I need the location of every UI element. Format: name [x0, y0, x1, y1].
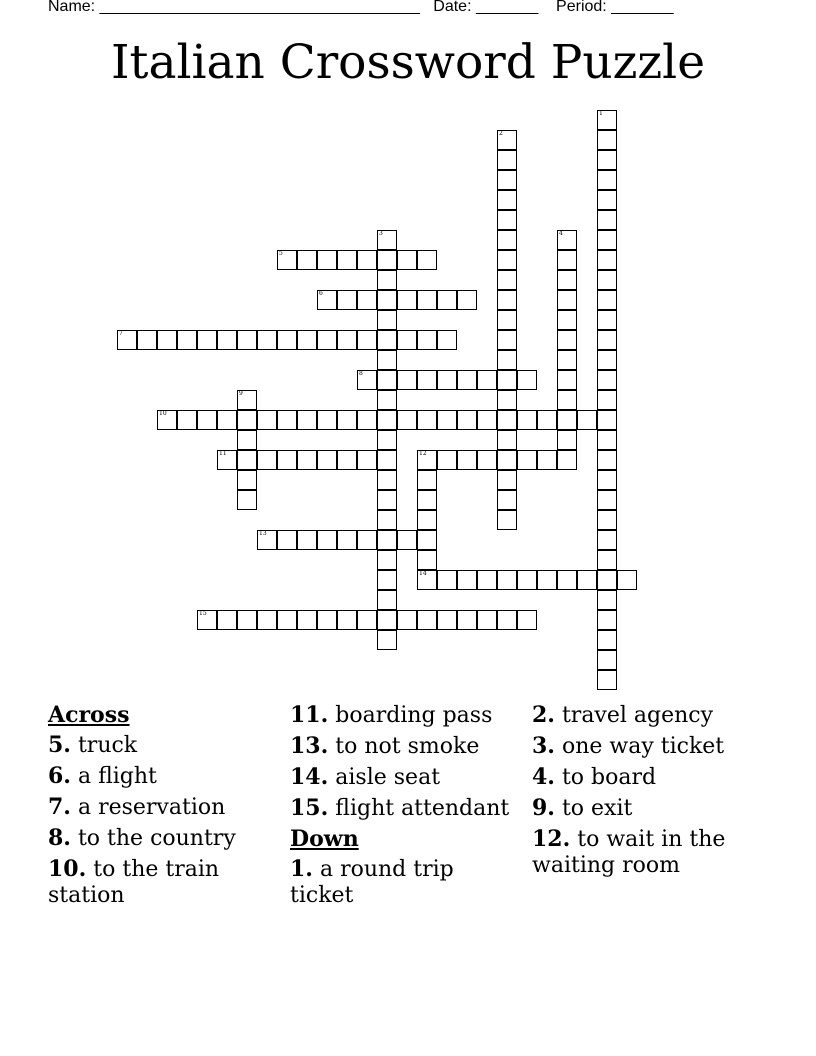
- clue-item: [532, 733, 764, 760]
- crossword-cell[interactable]: [277, 450, 297, 470]
- crossword-cell[interactable]: [297, 530, 317, 550]
- crossword-cell[interactable]: [497, 390, 517, 410]
- crossword-cell[interactable]: [557, 410, 577, 430]
- crossword-cell[interactable]: [277, 250, 297, 270]
- crossword-cell[interactable]: [557, 310, 577, 330]
- clue-number: 2: [499, 130, 503, 137]
- crossword-cell[interactable]: [457, 450, 477, 470]
- across-clue-list: [48, 732, 280, 909]
- crossword-cell[interactable]: [437, 570, 457, 590]
- crossword-cell[interactable]: [317, 290, 337, 310]
- down-clue-list: [290, 856, 522, 909]
- crossword-cell[interactable]: [577, 410, 597, 430]
- crossword-cell[interactable]: [277, 330, 297, 350]
- crossword-cell[interactable]: [497, 190, 517, 210]
- crossword-cell[interactable]: [477, 410, 497, 430]
- crossword-cell[interactable]: [477, 450, 497, 470]
- crossword-cell[interactable]: [157, 410, 177, 430]
- across-clue-list-continued: [290, 702, 522, 822]
- clue-item: [290, 733, 522, 760]
- crossword-cell[interactable]: [237, 610, 257, 630]
- clue-number: 15: [199, 610, 207, 617]
- crossword-cell[interactable]: [337, 530, 357, 550]
- crossword-cell[interactable]: [597, 530, 617, 550]
- crossword-cell[interactable]: [597, 130, 617, 150]
- clue-number: 12: [419, 450, 427, 457]
- crossword-cell[interactable]: [257, 610, 277, 630]
- crossword-cell[interactable]: [297, 410, 317, 430]
- crossword-cell[interactable]: [597, 430, 617, 450]
- clue-item: [48, 732, 280, 759]
- clue-item-number: 12.: [532, 826, 571, 852]
- clue-item: [48, 856, 280, 909]
- crossword-cell[interactable]: [497, 210, 517, 230]
- crossword-cell[interactable]: [237, 410, 257, 430]
- crossword-cell[interactable]: [497, 330, 517, 350]
- crossword-cell[interactable]: [357, 250, 377, 270]
- crossword-cell[interactable]: [497, 230, 517, 250]
- crossword-cell[interactable]: [177, 410, 197, 430]
- crossword-cell[interactable]: [337, 410, 357, 430]
- crossword-cell[interactable]: [597, 310, 617, 330]
- clue-number: 4: [559, 230, 563, 237]
- crossword-cell[interactable]: [557, 230, 577, 250]
- crossword-cell[interactable]: [217, 610, 237, 630]
- crossword-cell[interactable]: [557, 450, 577, 470]
- crossword-cell[interactable]: [477, 570, 497, 590]
- crossword-cell[interactable]: [377, 310, 397, 330]
- crossword-cell[interactable]: [597, 570, 617, 590]
- crossword-cell[interactable]: [597, 190, 617, 210]
- crossword-cell[interactable]: [597, 270, 617, 290]
- clue-item: [48, 763, 280, 790]
- clue-item-text: a round trip ticket: [290, 857, 454, 908]
- name-blank[interactable]: ____________________________________: [99, 0, 420, 15]
- clue-item: [290, 795, 522, 822]
- crossword-cell[interactable]: [557, 270, 577, 290]
- crossword-cell[interactable]: [597, 370, 617, 390]
- crossword-cell[interactable]: [377, 370, 397, 390]
- crossword-cell[interactable]: [377, 510, 397, 530]
- crossword-cell[interactable]: [497, 170, 517, 190]
- across-heading: Across: [48, 702, 130, 728]
- crossword-cell[interactable]: [257, 450, 277, 470]
- crossword-cell[interactable]: [477, 610, 497, 630]
- crossword-cell[interactable]: [397, 610, 417, 630]
- crossword-cell[interactable]: [597, 630, 617, 650]
- clue-item-number: 6.: [48, 763, 71, 789]
- crossword-cell[interactable]: [377, 290, 397, 310]
- crossword-cell[interactable]: [497, 450, 517, 470]
- crossword-cell[interactable]: [197, 410, 217, 430]
- clue-item: [532, 795, 764, 822]
- crossword-cell[interactable]: [297, 450, 317, 470]
- crossword-cell[interactable]: [157, 330, 177, 350]
- crossword-cell[interactable]: [457, 570, 477, 590]
- crossword-cell[interactable]: [257, 330, 277, 350]
- crossword-cell[interactable]: [597, 290, 617, 310]
- crossword-cell[interactable]: [417, 530, 437, 550]
- clue-item: [532, 702, 764, 729]
- crossword-cell[interactable]: [597, 210, 617, 230]
- crossword-cell[interactable]: [237, 390, 257, 410]
- clue-item: [290, 856, 522, 909]
- crossword-cell[interactable]: [597, 330, 617, 350]
- crossword-cell[interactable]: [497, 570, 517, 590]
- crossword-cell[interactable]: [337, 250, 357, 270]
- crossword-cell[interactable]: [457, 610, 477, 630]
- crossword-cell[interactable]: [457, 370, 477, 390]
- clue-item-text: travel agency: [554, 703, 714, 728]
- crossword-cell[interactable]: [537, 450, 557, 470]
- crossword-cell[interactable]: [337, 330, 357, 350]
- clue-item-number: 15.: [290, 795, 329, 821]
- crossword-cell[interactable]: [317, 450, 337, 470]
- clue-item-number: 4.: [532, 764, 555, 790]
- crossword-cell[interactable]: [597, 250, 617, 270]
- crossword-cell[interactable]: [417, 570, 437, 590]
- crossword-cell[interactable]: [557, 290, 577, 310]
- crossword-cell[interactable]: [397, 330, 417, 350]
- clue-item-text: to the train station: [48, 857, 220, 908]
- clue-item-text: to not smoke: [328, 734, 480, 759]
- crossword-cell[interactable]: [417, 610, 437, 630]
- crossword-cell[interactable]: [257, 410, 277, 430]
- clue-item-text: flight attendant: [328, 796, 510, 821]
- crossword-cell[interactable]: [377, 630, 397, 650]
- down-heading: Down: [290, 826, 359, 852]
- clue-item-number: 2.: [532, 702, 555, 728]
- crossword-cell[interactable]: [377, 270, 397, 290]
- crossword-cell[interactable]: [337, 450, 357, 470]
- crossword-cell[interactable]: [597, 590, 617, 610]
- crossword-cell[interactable]: [437, 370, 457, 390]
- crossword-cell[interactable]: [377, 450, 397, 470]
- clue-item-number: 9.: [532, 795, 555, 821]
- crossword-cell[interactable]: [517, 570, 537, 590]
- crossword-cell[interactable]: [377, 330, 397, 350]
- crossword-cell[interactable]: [397, 410, 417, 430]
- clue-number: 11: [219, 450, 227, 457]
- clue-item-text: truck: [70, 733, 138, 758]
- crossword-cell[interactable]: [377, 350, 397, 370]
- clue-item-text: a reservation: [70, 795, 226, 820]
- clue-item-text: to wait in the waiting room: [532, 827, 726, 878]
- crossword-cell[interactable]: [237, 470, 257, 490]
- crossword-cell[interactable]: [317, 330, 337, 350]
- crossword-cell[interactable]: [497, 430, 517, 450]
- clue-item-number: 1.: [290, 856, 313, 882]
- clue-item-number: 10.: [48, 856, 87, 882]
- crossword-cell[interactable]: [497, 490, 517, 510]
- crossword-cell[interactable]: [377, 390, 397, 410]
- crossword-cell[interactable]: [437, 330, 457, 350]
- crossword-cell[interactable]: [437, 410, 457, 430]
- crossword-cell[interactable]: [317, 530, 337, 550]
- clue-number: 5: [279, 250, 283, 257]
- clue-item-number: 11.: [290, 702, 329, 728]
- crossword-cell[interactable]: [277, 530, 297, 550]
- crossword-cell[interactable]: [417, 290, 437, 310]
- crossword-cell[interactable]: [437, 450, 457, 470]
- crossword-cell[interactable]: [377, 590, 397, 610]
- date-label: Date:: [433, 0, 472, 15]
- crossword-cell[interactable]: [517, 450, 537, 470]
- crossword-cell[interactable]: [597, 110, 617, 130]
- crossword-cell[interactable]: [377, 490, 397, 510]
- crossword-cell[interactable]: [517, 610, 537, 630]
- crossword-cell[interactable]: [557, 390, 577, 410]
- clue-item-text: to the country: [70, 826, 236, 851]
- crossword-cell[interactable]: [357, 330, 377, 350]
- crossword-cell[interactable]: [357, 370, 377, 390]
- crossword-cell[interactable]: [597, 390, 617, 410]
- crossword-cell[interactable]: [417, 370, 437, 390]
- crossword-cell[interactable]: [457, 290, 477, 310]
- crossword-cell[interactable]: [317, 250, 337, 270]
- clue-item-text: a flight: [70, 764, 157, 789]
- crossword-cell[interactable]: [537, 410, 557, 430]
- down-clue-list-continued: [532, 702, 764, 879]
- crossword-cell[interactable]: [497, 410, 517, 430]
- name-label: Name:: [48, 0, 96, 15]
- crossword-cell[interactable]: [417, 470, 437, 490]
- clue-item-number: 7.: [48, 794, 71, 820]
- crossword-cell[interactable]: [517, 370, 537, 390]
- crossword-cell[interactable]: [557, 370, 577, 390]
- clue-item-text: to board: [554, 765, 657, 790]
- period-label: Period:: [556, 0, 607, 15]
- crossword-cell[interactable]: [237, 430, 257, 450]
- crossword-cell[interactable]: [297, 610, 317, 630]
- crossword-cell[interactable]: [597, 410, 617, 430]
- clue-item-text: one way ticket: [554, 734, 725, 759]
- clue-item-number: 5.: [48, 732, 71, 758]
- crossword-cell[interactable]: [597, 170, 617, 190]
- crossword-cell[interactable]: [397, 370, 417, 390]
- clue-item-number: 13.: [290, 733, 329, 759]
- clue-item: [48, 794, 280, 821]
- crossword-cell[interactable]: [557, 350, 577, 370]
- crossword-cell[interactable]: [297, 250, 317, 270]
- clue-number: 1: [599, 110, 603, 117]
- crossword-cell[interactable]: [217, 410, 237, 430]
- clue-item-text: boarding pass: [328, 703, 493, 728]
- crossword-cell[interactable]: [597, 670, 617, 690]
- crossword-cell[interactable]: [497, 470, 517, 490]
- clue-number: 6: [319, 290, 323, 297]
- page-title: Italian Crossword Puzzle: [110, 35, 706, 90]
- crossword-cell[interactable]: [437, 290, 457, 310]
- crossword-cell[interactable]: [417, 490, 437, 510]
- crossword-cell[interactable]: [337, 610, 357, 630]
- period-blank[interactable]: _______: [611, 0, 674, 15]
- crossword-cell[interactable]: [277, 410, 297, 430]
- crossword-cell[interactable]: [597, 550, 617, 570]
- crossword-cell[interactable]: [497, 270, 517, 290]
- crossword-cell[interactable]: [557, 250, 577, 270]
- crossword-cell[interactable]: [277, 610, 297, 630]
- crossword-cell[interactable]: [357, 610, 377, 630]
- clue-item: [290, 702, 522, 729]
- crossword-cell[interactable]: [377, 570, 397, 590]
- date-blank[interactable]: _______: [475, 0, 539, 15]
- crossword-cell[interactable]: [317, 410, 337, 430]
- crossword-cell[interactable]: [377, 230, 397, 250]
- crossword-cell[interactable]: [597, 450, 617, 470]
- crossword-cell[interactable]: [477, 370, 497, 390]
- clue-column-1: [48, 702, 280, 913]
- crossword-cell[interactable]: [417, 450, 437, 470]
- crossword-cell[interactable]: [377, 430, 397, 450]
- clue-item-text: aisle seat: [328, 765, 441, 790]
- crossword-cell[interactable]: [497, 250, 517, 270]
- crossword-cell[interactable]: [557, 430, 577, 450]
- crossword-cell[interactable]: [357, 410, 377, 430]
- clue-item-number: 8.: [48, 825, 71, 851]
- crossword-cell[interactable]: [537, 570, 557, 590]
- crossword-cell[interactable]: [457, 410, 477, 430]
- crossword-cell[interactable]: [177, 330, 197, 350]
- crossword-cell[interactable]: [377, 610, 397, 630]
- crossword-cell[interactable]: [377, 470, 397, 490]
- crossword-cell[interactable]: [437, 610, 457, 630]
- crossword-cell[interactable]: [497, 510, 517, 530]
- crossword-cell[interactable]: [417, 330, 437, 350]
- crossword-cell[interactable]: [557, 570, 577, 590]
- crossword-cell[interactable]: [417, 550, 437, 570]
- crossword-cell[interactable]: [397, 290, 417, 310]
- crossword-cell[interactable]: [497, 350, 517, 370]
- crossword-cell[interactable]: [497, 290, 517, 310]
- clue-number: 10: [159, 410, 167, 417]
- crossword-cell[interactable]: [357, 530, 377, 550]
- crossword-cell[interactable]: [377, 250, 397, 270]
- crossword-cell[interactable]: [497, 610, 517, 630]
- crossword-cell[interactable]: [137, 330, 157, 350]
- clue-number: 14: [419, 570, 427, 577]
- crossword-cell[interactable]: [237, 330, 257, 350]
- clue-item: [290, 764, 522, 791]
- crossword-cell[interactable]: [217, 450, 237, 470]
- clue-item: [532, 826, 764, 879]
- clue-item: [532, 764, 764, 791]
- crossword-cell[interactable]: [337, 290, 357, 310]
- crossword-cell[interactable]: [397, 250, 417, 270]
- clue-item-number: 3.: [532, 733, 555, 759]
- crossword-cell[interactable]: [597, 610, 617, 630]
- crossword-cell[interactable]: [297, 330, 317, 350]
- crossword-cell[interactable]: [577, 570, 597, 590]
- clue-item-text: to exit: [554, 796, 633, 821]
- clue-number: 8: [359, 370, 363, 377]
- crossword-cell[interactable]: [597, 510, 617, 530]
- clue-number: 9: [239, 390, 243, 397]
- crossword-cell[interactable]: [217, 330, 237, 350]
- crossword-cell[interactable]: [597, 490, 617, 510]
- crossword-cell[interactable]: [597, 470, 617, 490]
- clue-column-2: [290, 702, 522, 913]
- clue-column-3: [532, 702, 764, 883]
- crossword-cell[interactable]: [377, 410, 397, 430]
- clue-item-number: 14.: [290, 764, 329, 790]
- crossword-cell[interactable]: [497, 370, 517, 390]
- crossword-cell[interactable]: [377, 550, 397, 570]
- crossword-cell[interactable]: [357, 450, 377, 470]
- clue-number: 13: [259, 530, 267, 537]
- crossword-cell[interactable]: [357, 290, 377, 310]
- crossword-cell[interactable]: [377, 530, 397, 550]
- crossword-cell[interactable]: [417, 510, 437, 530]
- crossword-cell[interactable]: [497, 130, 517, 150]
- crossword-cell[interactable]: [317, 610, 337, 630]
- crossword-cell[interactable]: [597, 350, 617, 370]
- crossword-cell[interactable]: [197, 610, 217, 630]
- crossword-cell[interactable]: [417, 410, 437, 430]
- crossword-cell[interactable]: [257, 530, 277, 550]
- crossword-cell[interactable]: [597, 150, 617, 170]
- crossword-cell[interactable]: [117, 330, 137, 350]
- crossword-cell[interactable]: [197, 330, 217, 350]
- crossword-cell[interactable]: [617, 570, 637, 590]
- crossword-cell[interactable]: [497, 150, 517, 170]
- clue-item: [48, 825, 280, 852]
- crossword-cell[interactable]: [397, 530, 417, 550]
- crossword-cell[interactable]: [417, 250, 437, 270]
- crossword-cell[interactable]: [237, 490, 257, 510]
- crossword-cell[interactable]: [557, 330, 577, 350]
- crossword-cell[interactable]: [517, 410, 537, 430]
- crossword-cell[interactable]: [597, 650, 617, 670]
- crossword-cell[interactable]: [597, 230, 617, 250]
- clue-number: 3: [379, 230, 383, 237]
- clue-number: 7: [119, 330, 123, 337]
- crossword-cell[interactable]: [237, 450, 257, 470]
- crossword-cell[interactable]: [497, 310, 517, 330]
